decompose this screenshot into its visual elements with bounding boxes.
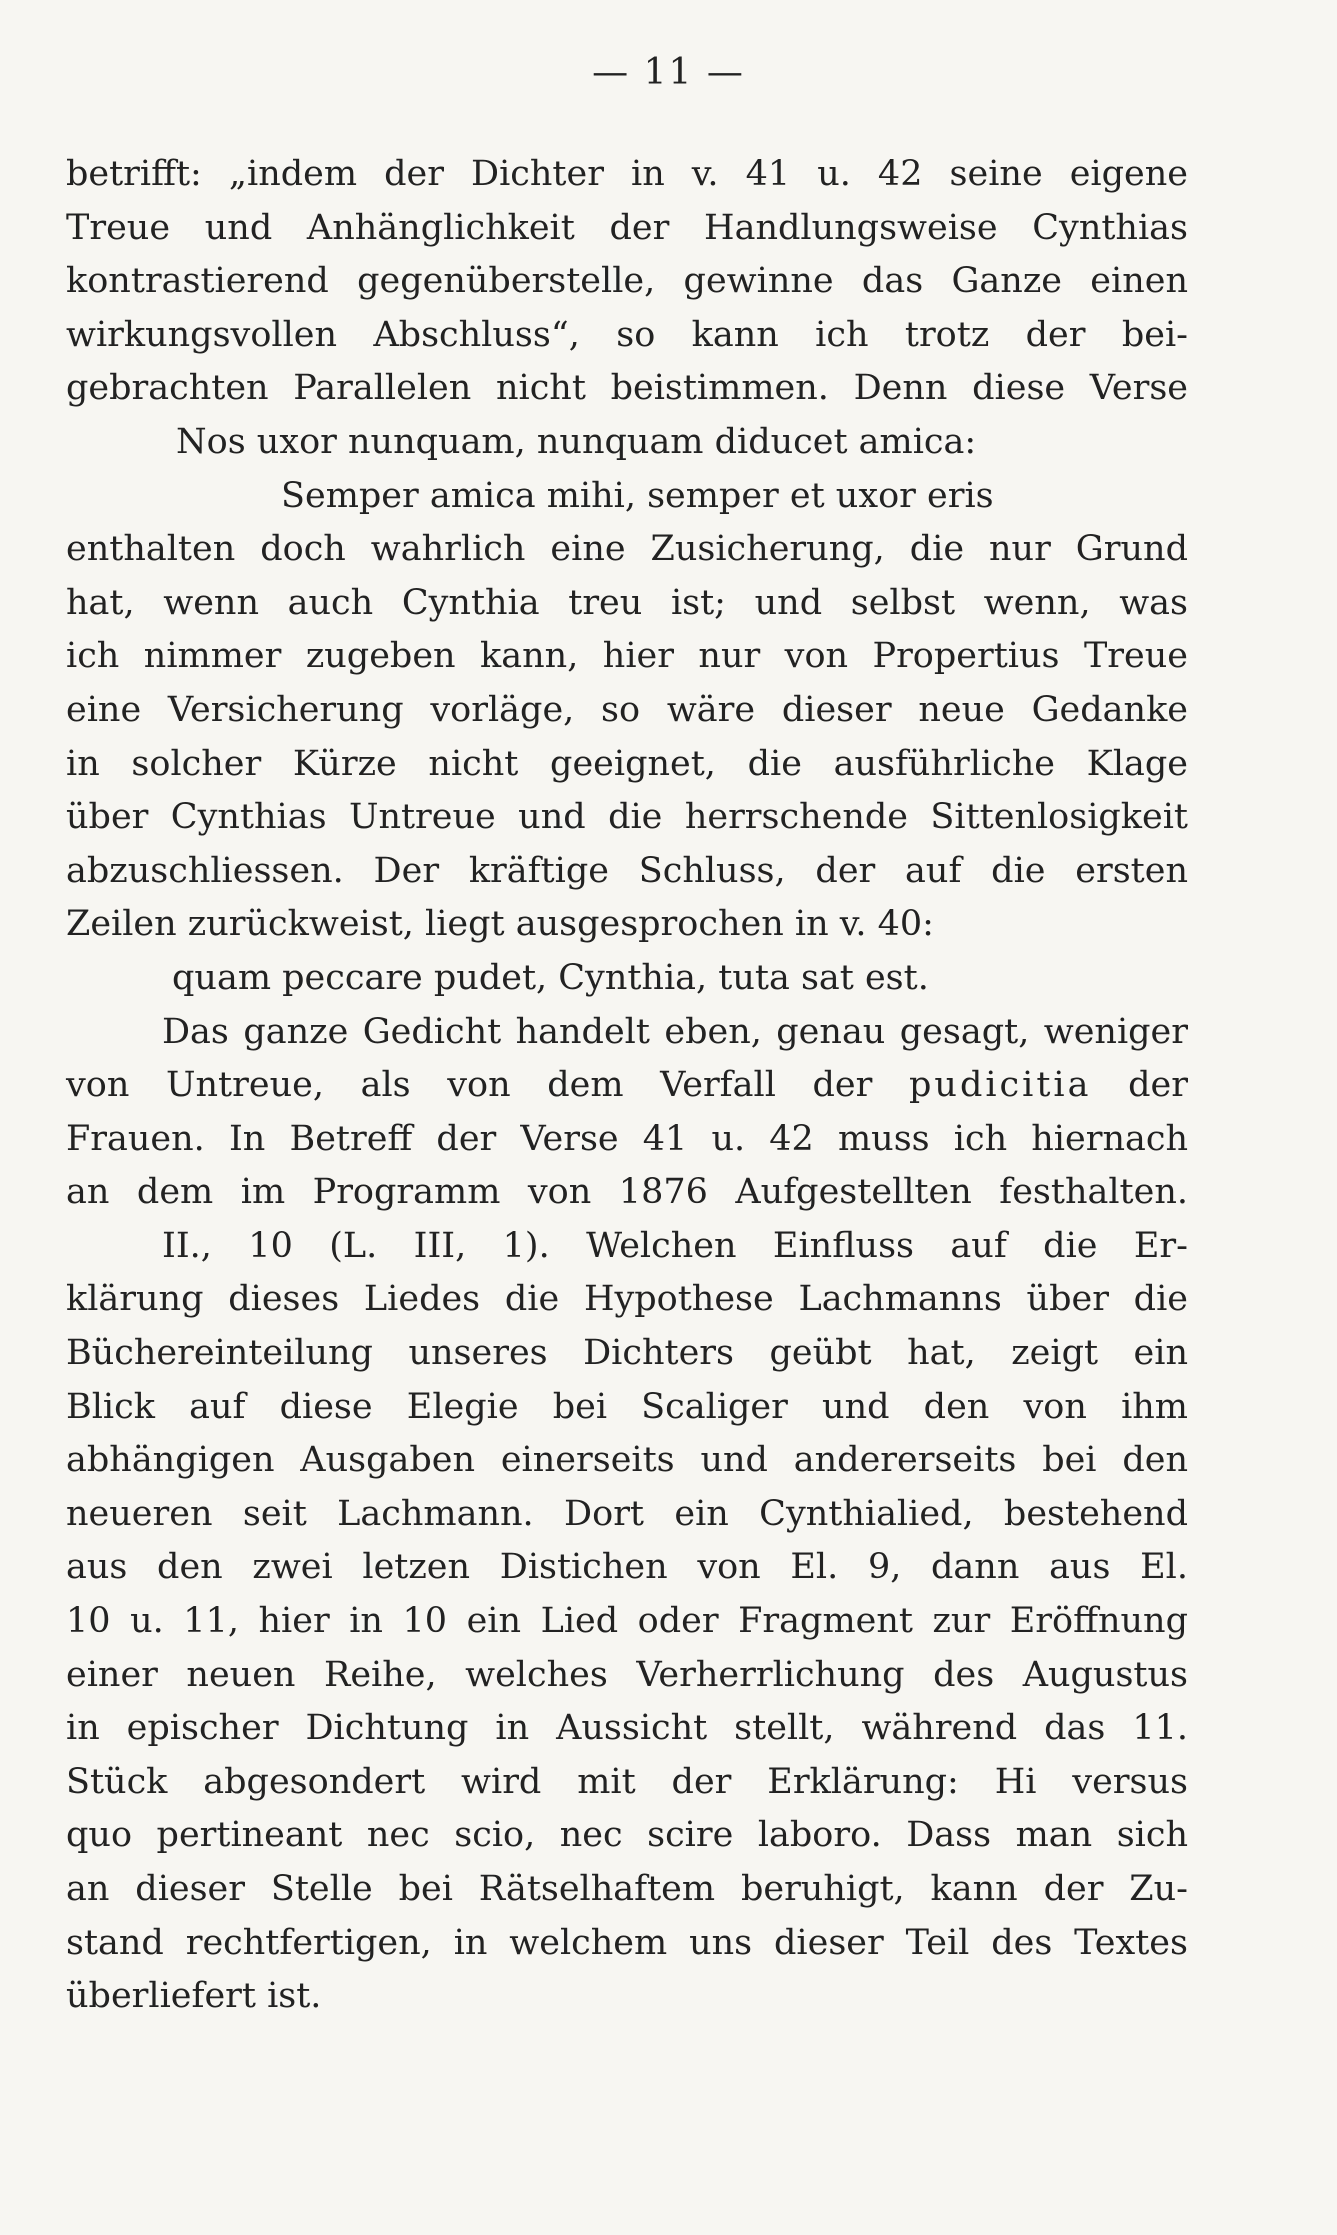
verse-line: Semper amica mihi, semper et uxor eris <box>281 475 994 516</box>
verse-line: Nos uxor nunquam, nunquam diducet amica: <box>176 421 977 462</box>
text-line: überliefert ist. <box>66 1976 322 2017</box>
text-line: Blick auf diese Elegie bei Scaliger und den von ihm <box>66 1386 1188 1427</box>
text-segment: der <box>1128 1065 1188 1106</box>
verse-line: quam peccare pudet, Cynthia, tuta sat est. <box>172 957 929 998</box>
text-line: Stück abgesondert wird mit der Erklärung: Hi versus <box>66 1761 1188 1802</box>
text-line: an dem im Programm von 1876 Aufgestellten festhalten. <box>66 1172 1188 1213</box>
text-line: Das ganze Gedicht handelt eben, genau gesagt, weniger <box>162 1011 1188 1052</box>
body-text <box>66 148 1188 2024</box>
text-line: aus den zwei letzen Distichen von El. 9, dann aus El. <box>66 1547 1188 1588</box>
text-line: neueren seit Lachmann. Dort ein Cynthialied, bestehend <box>66 1493 1188 1534</box>
text-line: stand rechtfertigen, in welchem uns dieser Teil des Textes <box>66 1922 1188 1963</box>
text-segment: von Untreue, als von dem Verfall der <box>66 1065 873 1106</box>
text-line: über Cynthias Untreue und die herrschende Sittenlosigkeit <box>66 797 1188 838</box>
text-line <box>66 1059 1188 1113</box>
text-line: abzuschliessen. Der kräftige Schluss, der auf die ersten <box>66 850 1188 891</box>
text-line: 10 u. 11, hier in 10 ein Lied oder Fragment zur Eröffnung <box>66 1601 1188 1642</box>
text-line: eine Versicherung vorläge, so wäre dieser neue Gedanke <box>66 689 1188 730</box>
text-line: einer neuen Reihe, welches Verherrlichung des Augustus <box>66 1654 1188 1695</box>
text-line: abhängigen Ausgaben einerseits und andererseits bei den <box>66 1440 1188 1481</box>
text-line: kontrastierend gegenüberstelle, gewinne das Ganze einen <box>66 261 1188 302</box>
text-line: Frauen. In Betreff der Verse 41 u. 42 muss ich hiernach <box>66 1118 1188 1159</box>
text-line: Treue und Anhänglichkeit der Handlungsweise Cynthias <box>66 207 1188 248</box>
text-line: in epischer Dichtung in Aussicht stellt, während das 11. <box>66 1708 1188 1749</box>
text-line: gebrachten Parallelen nicht beistimmen. Denn diese Verse <box>66 368 1188 409</box>
text-line: Zeilen zurückweist, liegt ausgesprochen in v. 40: <box>66 904 934 945</box>
text-line: betrifft: „indem der Dichter in v. 41 u. 42 seine eigene <box>66 154 1188 194</box>
text-line: ich nimmer zugeben kann, hier nur von Propertius Treue <box>66 636 1188 677</box>
text-line: klärung dieses Liedes die Hypothese Lachmanns über die <box>66 1279 1188 1320</box>
text-line: II., 10 (L. III, 1). Welchen Einfluss auf die Er- <box>162 1225 1188 1266</box>
page-number: — 11 — <box>592 52 745 93</box>
text-line: wirkungsvollen Abschluss“, so kann ich trotz der bei- <box>66 314 1188 355</box>
text-line: enthalten doch wahrlich eine Zusicherung, die nur Grund <box>66 529 1188 570</box>
text-line: quo pertineant nec scio, nec scire laboro. Dass man sich <box>66 1815 1188 1856</box>
text-line: an dieser Stelle bei Rätselhaftem beruhigt, kann der Zu- <box>66 1869 1188 1909</box>
text-line: hat, wenn auch Cynthia treu ist; und selbst wenn, was <box>66 582 1188 623</box>
text-line: Büchereinteilung unseres Dichters geübt hat, zeigt ein <box>66 1333 1188 1374</box>
text-line: in solcher Kürze nicht geeignet, die ausführliche Klage <box>66 743 1188 784</box>
emphasized-word: pudicitia <box>909 1065 1092 1106</box>
